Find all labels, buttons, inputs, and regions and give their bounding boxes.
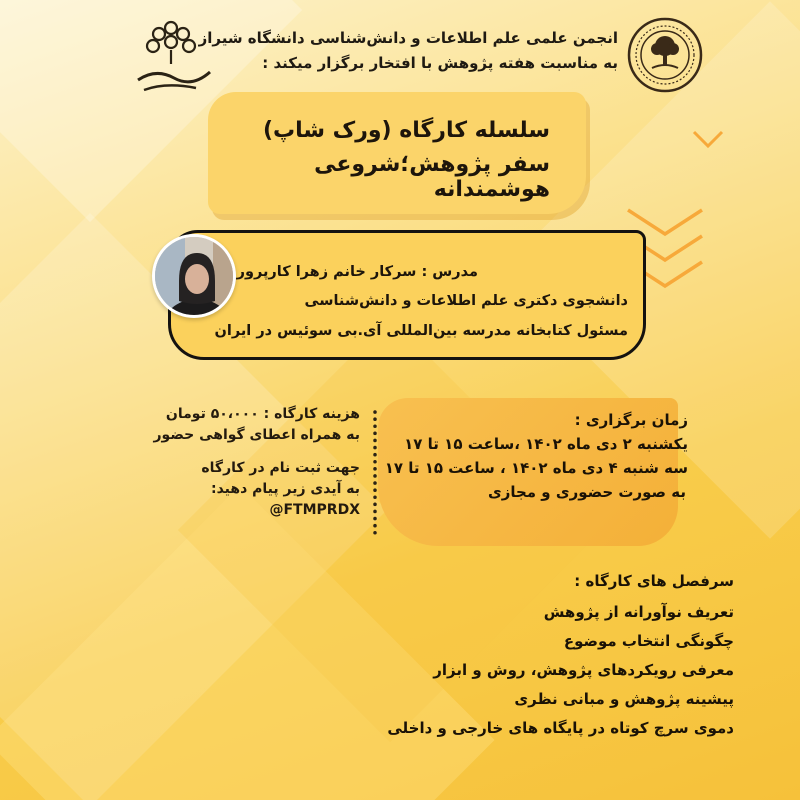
attendance-mode: به صورت حضوری و مجازی xyxy=(487,483,686,501)
instructor-position: مسئول کتابخانه مدرسه بین‌المللی آی.بی سوئیس در ایران xyxy=(214,323,628,339)
certificate-note: به همراه اعطای گواهی حضور xyxy=(153,427,360,443)
topics-heading: سرفصل های کارگاه : xyxy=(574,572,734,590)
topics-list xyxy=(294,572,734,745)
schedule-text xyxy=(308,408,688,504)
schedule-heading: زمان برگزاری : xyxy=(574,411,688,429)
header-line-1: انجمن علمی علم اطلاعات و دانش‌شناسی دانشگاه شیراز xyxy=(198,29,618,47)
shiraz-university-logo xyxy=(126,16,216,100)
title-panel xyxy=(208,92,586,214)
header-text xyxy=(198,26,618,76)
list-item: تعریف نوآورانه از پژوهش xyxy=(543,603,734,621)
session-2: سه شنبه ۴ دی ماه ۱۴۰۲ ، ساعت ۱۵ تا ۱۷ xyxy=(384,459,688,477)
workshop-fee: هزینه کارگاه : ۵۰،۰۰۰ تومان xyxy=(165,406,360,422)
instructor-name: مدرس : سرکار خانم زهرا کارپرور xyxy=(236,264,478,280)
university-seal-logo xyxy=(626,16,704,94)
message-instruction: به آیدی زیر پیام دهید: xyxy=(210,481,360,497)
instructor-avatar xyxy=(152,234,236,318)
workshop-title: سفر پژوهش؛شروعی هوشمندانه xyxy=(314,152,550,202)
registration-note: جهت ثبت نام در کارگاه xyxy=(201,460,360,476)
workshop-series-title: سلسله کارگاه (ورک شاپ) xyxy=(262,118,550,143)
list-item: چگونگی انتخاب موضوع xyxy=(563,632,734,650)
session-1: یکشنبه ۲ دی ماه ۱۴۰۲ ،ساعت ۱۵ تا ۱۷ xyxy=(404,435,688,453)
list-item: پیشینه پژوهش و مبانی نظری xyxy=(514,690,734,708)
list-item: دموی سرچ کوتاه در پایگاه های خارجی و داخلی xyxy=(387,719,734,737)
header-line-2: به مناسبت هفته پژوهش با افتخار برگزار میکند : xyxy=(262,54,618,72)
telegram-handle: @FTMPRDX xyxy=(269,502,360,518)
instructor-degree: دانشجوی دکتری علم اطلاعات و دانش‌شناسی xyxy=(304,293,628,309)
list-item: معرفی رویکردهای پژوهش، روش و ابزار xyxy=(433,661,734,679)
